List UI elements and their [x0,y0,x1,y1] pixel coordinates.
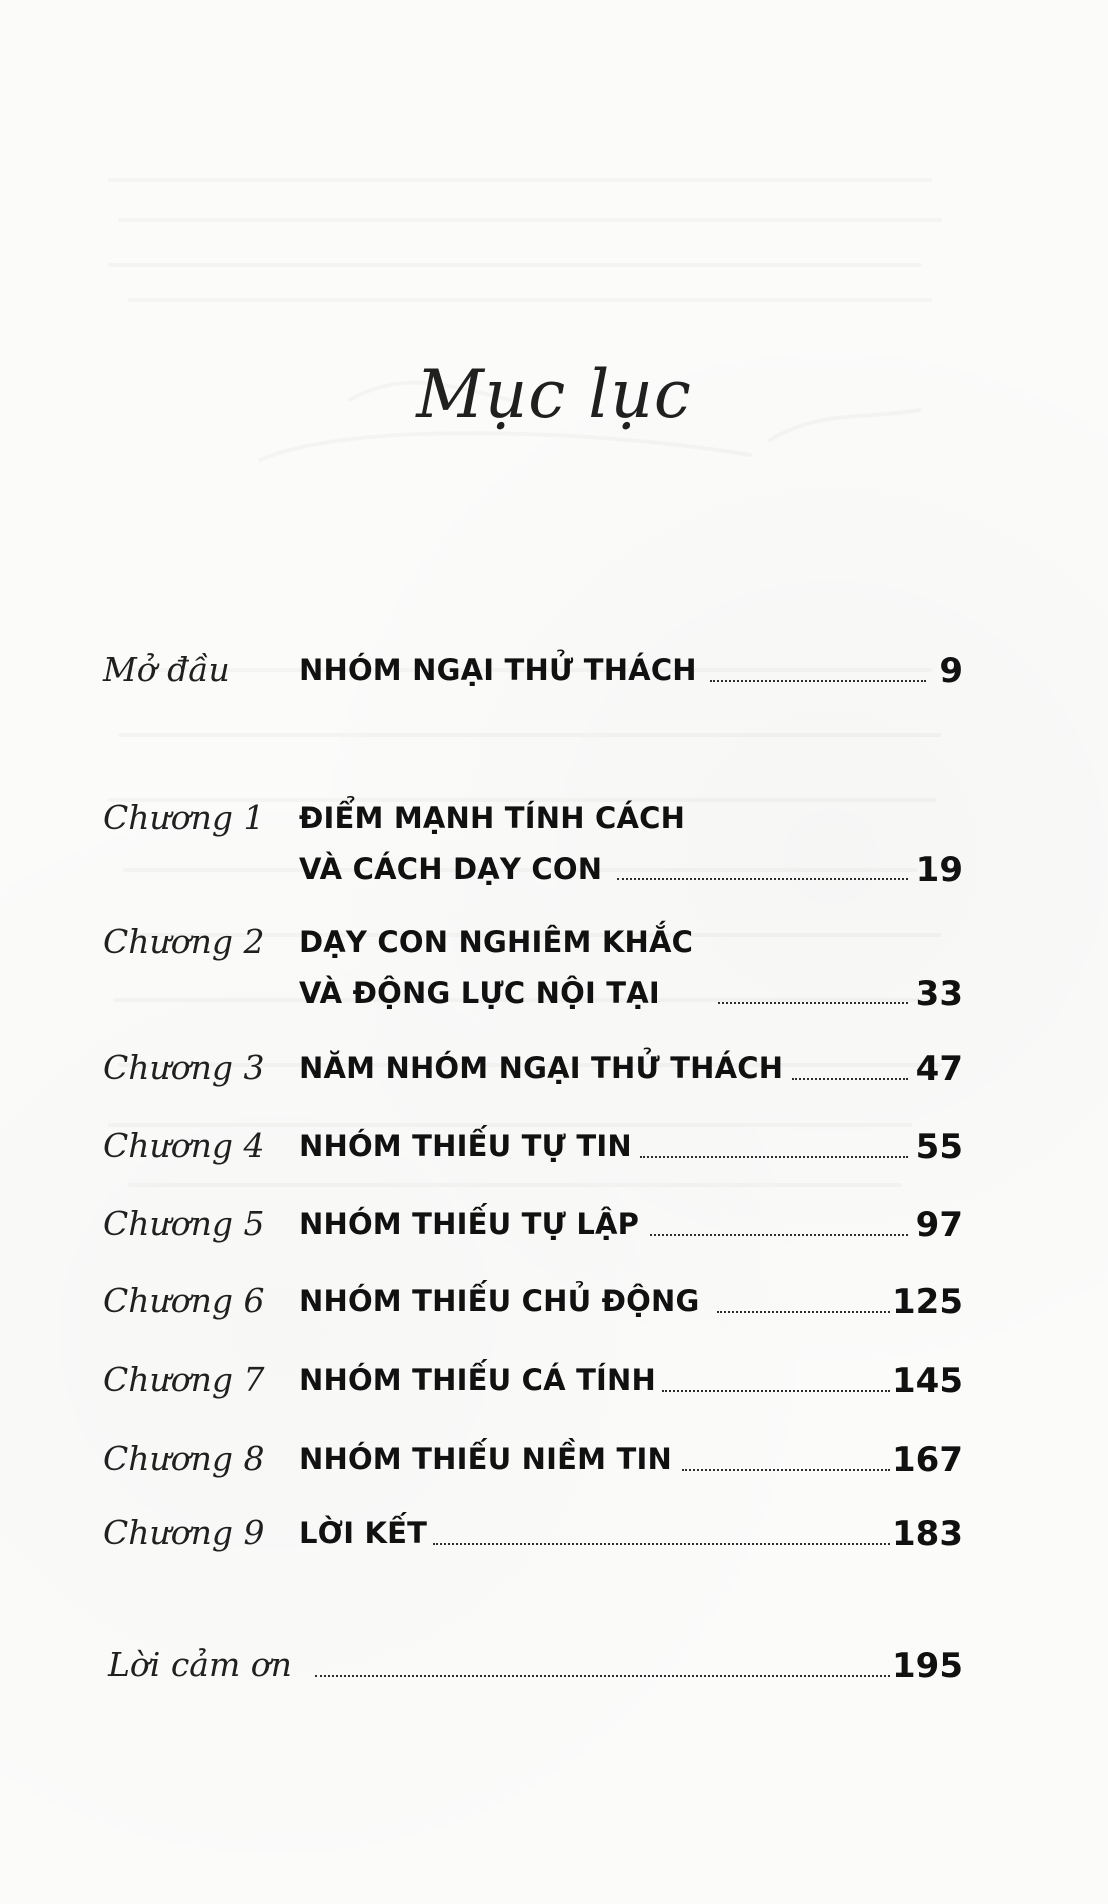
toc-label: Chương 6 [103,1281,265,1320]
toc-row-chapter-8 [0,1431,1108,1489]
page-number: 195 [892,1646,963,1686]
toc-row-chapter-2 [0,914,1108,1014]
toc-title: NHÓM THIẾU TỰ TIN [299,1129,632,1163]
dot-leader [433,1543,890,1545]
page-number: 47 [915,1049,963,1089]
toc-row-intro [0,642,1108,700]
toc-title: LỜI KẾT [299,1516,428,1550]
toc-label: Chương 3 [103,1048,265,1087]
dot-leader [792,1078,908,1080]
dot-leader [717,1311,890,1313]
toc-title: NĂM NHÓM NGẠI THỬ THÁCH [299,1051,784,1085]
dot-leader [315,1675,890,1677]
page-title: Mục lục [416,356,692,433]
page-number: 97 [915,1205,963,1245]
toc-title: NHÓM THIẾU NIỀM TIN [299,1442,672,1476]
dot-leader [650,1234,908,1236]
toc-row-chapter-9 [0,1505,1108,1563]
dot-leader [662,1390,890,1392]
page-number: 145 [892,1361,963,1401]
toc-title-line-1: DẠY CON NGHIÊM KHẮC [299,925,694,959]
toc-label: Lời cảm ơn [108,1645,292,1684]
page-number: 19 [915,850,963,890]
toc-label: Chương 4 [103,1126,265,1165]
dot-leader [682,1469,890,1471]
dot-leader [640,1156,908,1158]
toc-title: NHÓM THIẾU TỰ LẬP [299,1207,640,1241]
toc-title: NHÓM THIẾU CÁ TÍNH [299,1363,656,1397]
toc-title-line-1: ĐIỂM MẠNH TÍNH CÁCH [299,801,686,835]
toc-title-line-2: VÀ ĐỘNG LỰC NỘI TẠI [299,976,660,1010]
page-number: 9 [939,651,963,691]
toc-row-chapter-3 [0,1040,1108,1098]
toc-row-chapter-4 [0,1118,1108,1176]
page-number: 183 [892,1514,963,1554]
toc-row-chapter-1 [0,790,1108,890]
toc-title: NHÓM THIẾU CHỦ ĐỘNG [299,1284,700,1318]
toc-row-chapter-6 [0,1273,1108,1331]
toc-label: Chương 1 [103,798,265,837]
dot-leader [617,878,908,880]
toc-label: Chương 7 [103,1360,265,1399]
dot-leader [718,1002,908,1004]
toc-label: Chương 5 [103,1204,265,1243]
page-number: 125 [892,1282,963,1322]
toc-title-line-2: VÀ CÁCH DẠY CON [299,852,603,886]
dot-leader [710,680,926,682]
toc-row-chapter-5 [0,1196,1108,1254]
toc-label: Chương 2 [103,922,265,961]
page-number: 55 [915,1127,963,1167]
page-number: 33 [915,974,963,1014]
toc-title: NHÓM NGẠI THỬ THÁCH [299,653,697,687]
toc-label: Chương 9 [103,1513,265,1552]
toc-label: Chương 8 [103,1439,265,1478]
toc-label: Mở đầu [103,650,230,689]
toc-row-chapter-7 [0,1352,1108,1410]
page-number: 167 [892,1440,963,1480]
toc-row-acknowledgements [0,1637,1108,1695]
